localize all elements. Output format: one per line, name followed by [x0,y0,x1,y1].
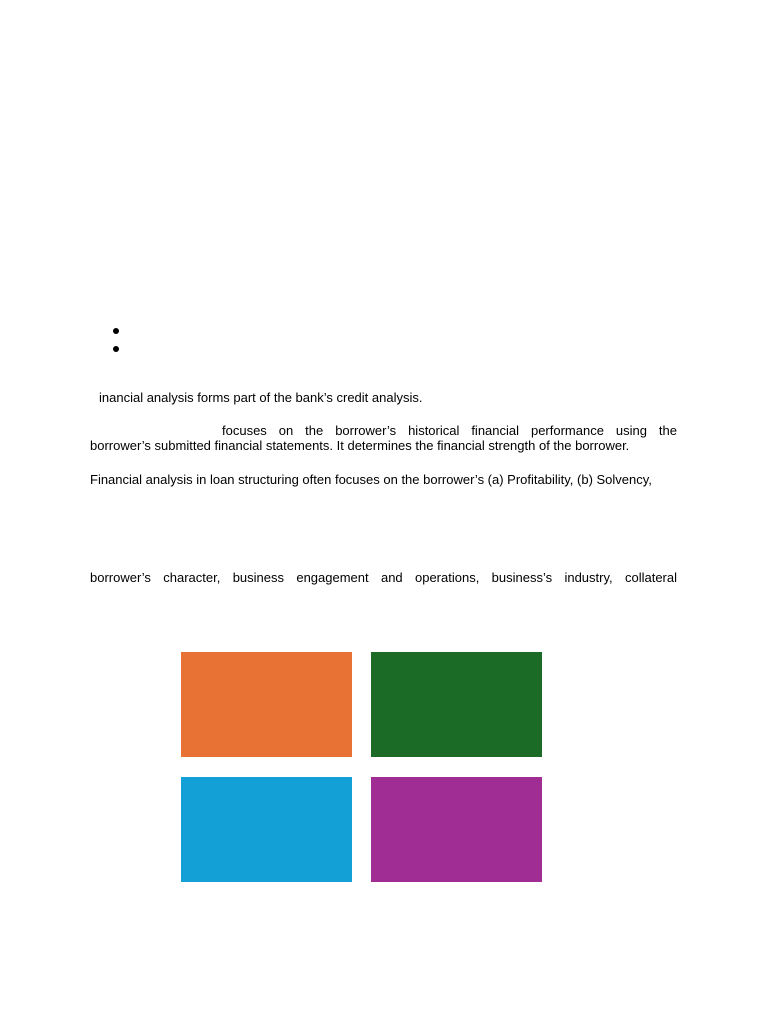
paragraph-credit-analysis: inancial analysis forms part of the bank’s credit analysis. [99,390,423,405]
green-tile [371,652,542,757]
paragraph-loan-structuring: Financial analysis in loan structuring often focuses on the borrower’s (a) Profitability, (b) Solvency, [90,472,652,487]
blue-tile [181,777,352,882]
orange-tile [181,652,352,757]
list-bullet [113,346,119,352]
paragraph-historical-performance-line-2: borrower’s submitted financial statements. It determines the financial strength of the borrower. [90,438,630,453]
paragraph-historical-performance-line-1: focuses on the borrower’s historical financial performance using the [222,423,677,438]
list-bullet [113,328,119,334]
purple-tile [371,777,542,882]
paragraph-borrower-character: borrower’s character, business engagement and operations, business’s industry, collateral [90,570,677,585]
